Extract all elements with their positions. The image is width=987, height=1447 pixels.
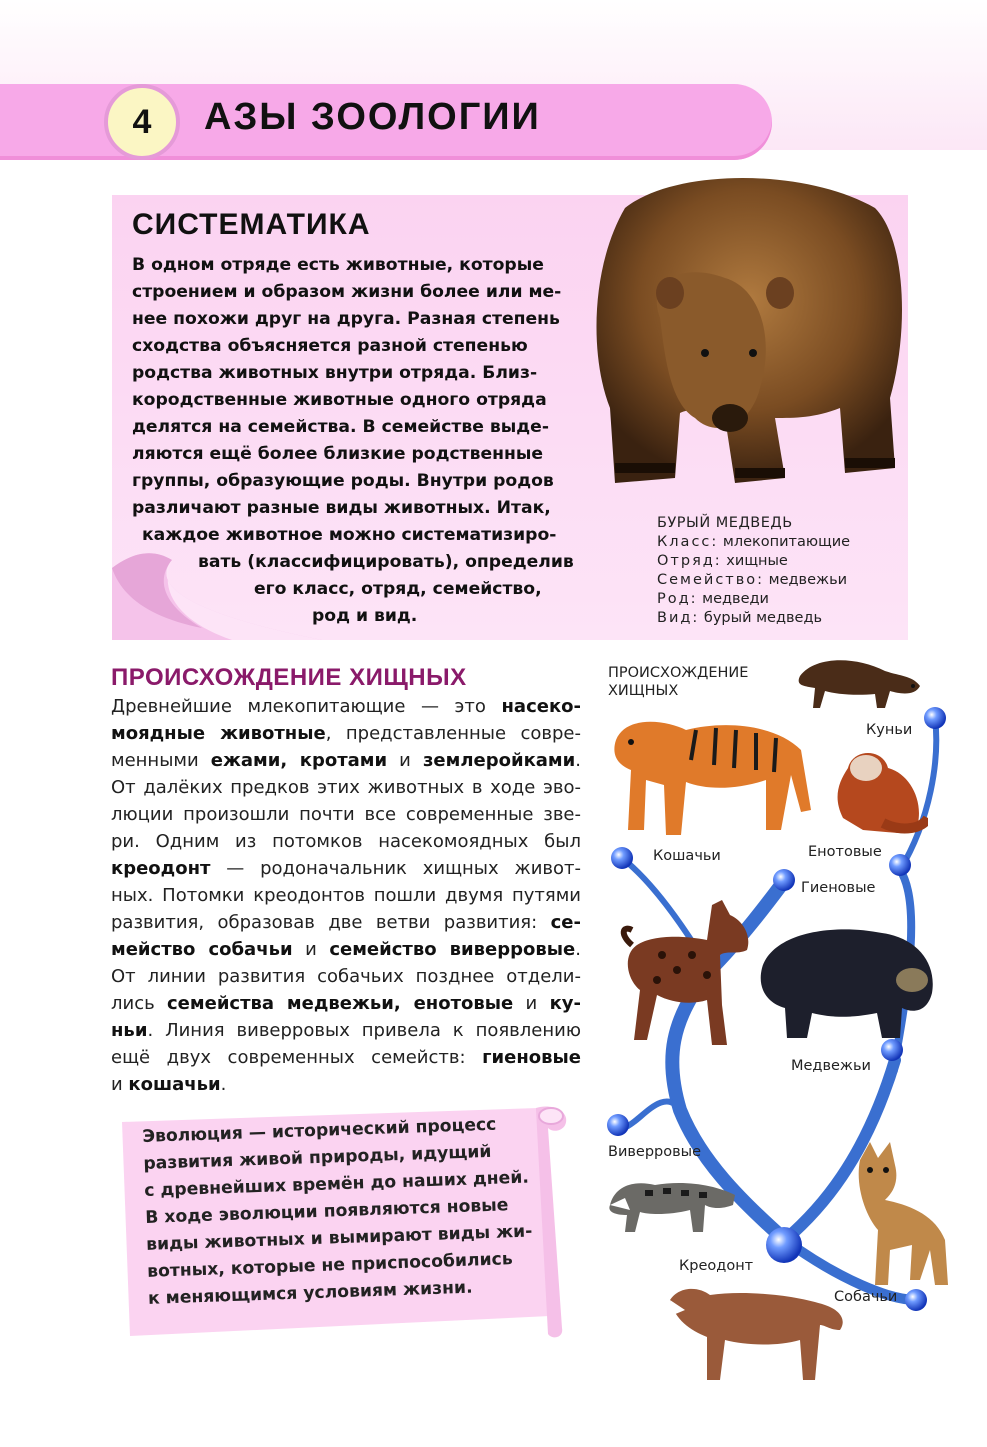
caption-value: медведи bbox=[697, 591, 769, 607]
hyena-image bbox=[612, 895, 762, 1050]
origin-text bbox=[111, 693, 581, 1098]
tree-title-line: ХИЩНЫХ bbox=[608, 683, 679, 699]
text-line: его класс, отряд, семейство, bbox=[254, 579, 542, 599]
text-line: родства животных внутри отряда. Близ- bbox=[132, 363, 538, 383]
text-line bbox=[111, 855, 581, 882]
text-bold: креодонт bbox=[111, 858, 211, 879]
text-line: кородственные животные одного отряда bbox=[132, 390, 547, 410]
tree-node bbox=[611, 847, 633, 869]
caption-row bbox=[657, 533, 850, 552]
evolution-note-text bbox=[142, 1110, 548, 1313]
text-bold: землеройками bbox=[422, 750, 576, 771]
label-bears: Медвежьи bbox=[791, 1058, 871, 1074]
label-creodont: Креодонт bbox=[679, 1258, 754, 1274]
text-line bbox=[111, 1044, 581, 1071]
text-bold: кошачьи bbox=[128, 1074, 221, 1095]
tiger-image bbox=[606, 700, 816, 840]
text-run: менными bbox=[111, 750, 211, 771]
text-line: В одном отряде есть животные, которые bbox=[132, 255, 544, 275]
brown-bear-image bbox=[585, 168, 910, 498]
text-line: к меняющимся условиям жизни. bbox=[147, 1277, 473, 1309]
caption-key: Отряд: bbox=[657, 553, 722, 569]
text-line: развития живой природы, идущий bbox=[143, 1141, 492, 1174]
text-run: и bbox=[111, 1074, 129, 1095]
text-bold: насеко- bbox=[501, 696, 581, 717]
caption-value: медвежьи bbox=[764, 572, 848, 588]
red-panda-image bbox=[828, 738, 928, 838]
tree-node bbox=[889, 854, 911, 876]
jackal-image bbox=[850, 1140, 960, 1290]
text-bold: гиеновые bbox=[482, 1047, 581, 1068]
text-line: В ходе эволюции появляются новые bbox=[144, 1195, 509, 1228]
caption-row bbox=[657, 571, 850, 590]
text-run: и bbox=[513, 993, 550, 1014]
text-line bbox=[111, 936, 581, 963]
text-run: — родоначальник хищных живот- bbox=[210, 858, 581, 879]
text-bold: ежами, кротами bbox=[210, 750, 388, 771]
text-bold: ньи bbox=[111, 1020, 148, 1041]
spectacled-bear-image bbox=[752, 918, 942, 1043]
tree-node bbox=[766, 1227, 802, 1263]
text-run: и bbox=[387, 750, 423, 771]
text-bold: се- bbox=[550, 912, 581, 933]
text-run: Древнейшие млекопитающие — это bbox=[111, 696, 502, 717]
text-run: . bbox=[575, 750, 581, 771]
systematics-title: СИСТЕМАТИКА bbox=[132, 208, 371, 241]
text-run: . Линия виверровых привела к появлению bbox=[147, 1020, 581, 1041]
text-line bbox=[111, 1017, 581, 1044]
text-run: ещё двух современных семейств: bbox=[111, 1047, 483, 1068]
chapter-number-badge: 4 bbox=[104, 84, 180, 160]
text-line: каждое животное можно систематизиро- bbox=[142, 525, 557, 545]
text-run: лись bbox=[111, 993, 168, 1014]
creodont-image bbox=[665, 1275, 850, 1385]
label-cats: Кошачьи bbox=[653, 848, 721, 864]
civet-image bbox=[605, 1160, 740, 1240]
text-bold: ку- bbox=[549, 993, 581, 1014]
text-line bbox=[111, 990, 581, 1017]
text-line bbox=[111, 747, 581, 774]
tree-node bbox=[905, 1289, 927, 1311]
label-martens: Куньи bbox=[866, 722, 913, 738]
text-line: с древнейших времён до наших дней. bbox=[143, 1167, 530, 1201]
text-line: делятся на семейства. В семействе выде- bbox=[132, 417, 549, 437]
chapter-title: АЗЫ ЗООЛОГИИ bbox=[204, 96, 541, 138]
label-dogs: Собачьи bbox=[834, 1289, 898, 1305]
text-line: ных. Потомки креодонтов пошли двумя путями bbox=[111, 885, 581, 906]
text-line: люции произошли почти все современные зве- bbox=[111, 804, 581, 825]
text-run: и bbox=[292, 939, 330, 960]
caption-key: Род: bbox=[657, 591, 698, 607]
text-run: , представленные совре- bbox=[325, 723, 581, 744]
text-line: различают разные виды животных. Итак, bbox=[132, 498, 551, 518]
caption-value: млекопитающие bbox=[718, 534, 851, 550]
text-line: вотных, которые не приспособились bbox=[146, 1249, 514, 1282]
text-line: род и вид. bbox=[312, 606, 418, 626]
text-line: От линии развития собачьих позднее отдели- bbox=[111, 966, 581, 987]
text-line bbox=[111, 1071, 581, 1098]
text-line: сходства объясняется разной степенью bbox=[132, 336, 528, 356]
caption-key: Вид: bbox=[657, 610, 700, 626]
text-bold: моядные животные bbox=[111, 723, 326, 744]
text-run: развития, образовав две ветви развития: bbox=[111, 912, 551, 933]
text-line bbox=[111, 720, 581, 747]
text-bold: мейство собачьи bbox=[111, 939, 293, 960]
text-line: строением и образом жизни более или ме- bbox=[132, 282, 562, 302]
text-line bbox=[111, 693, 581, 720]
label-hyenas: Гиеновые bbox=[801, 880, 876, 896]
systematics-text bbox=[132, 252, 572, 630]
caption-row bbox=[657, 609, 850, 628]
text-line: группы, образующие роды. Внутри родов bbox=[132, 471, 554, 491]
tree-node bbox=[924, 707, 946, 729]
caption-row bbox=[657, 552, 850, 571]
text-line: Эволюция — исторический процесс bbox=[142, 1114, 497, 1147]
text-line bbox=[111, 909, 581, 936]
text-run: . bbox=[220, 1074, 227, 1095]
label-raccoons: Енотовые bbox=[808, 844, 882, 860]
tree-title-line: ПРОИСХОЖДЕНИЕ bbox=[608, 665, 749, 681]
tree-node bbox=[607, 1114, 629, 1136]
tree-node bbox=[773, 869, 795, 891]
text-line: виды животных и вымирают виды жи- bbox=[145, 1221, 533, 1255]
text-line: вать (классифицировать), определив bbox=[198, 552, 574, 572]
text-line: нее похожи друг на друга. Разная степень bbox=[132, 309, 560, 329]
text-bold: семейства медвежьи, енотовые bbox=[167, 993, 514, 1014]
text-bold: семейство виверровые bbox=[329, 939, 576, 960]
caption-title: БУРЫЙ МЕДВЕДЬ bbox=[657, 515, 793, 531]
origin-section-title: ПРОИСХОЖДЕНИЕ ХИЩНЫХ bbox=[111, 664, 467, 691]
text-run: . bbox=[575, 939, 581, 960]
caption-value: хищные bbox=[721, 553, 788, 569]
caption-key: Семейство: bbox=[657, 572, 765, 588]
text-line: ляются ещё более близкие родственные bbox=[132, 444, 544, 464]
caption-value: бурый медведь bbox=[699, 610, 823, 626]
label-viverrids: Виверровые bbox=[608, 1144, 702, 1160]
caption-row bbox=[657, 590, 850, 609]
caption-key: Класс: bbox=[657, 534, 719, 550]
bear-classification-caption bbox=[657, 514, 850, 628]
text-line: От далёких предков этих животных в ходе эво- bbox=[111, 777, 581, 798]
text-line: ри. Одним из потомков насекомоядных был bbox=[111, 831, 581, 852]
